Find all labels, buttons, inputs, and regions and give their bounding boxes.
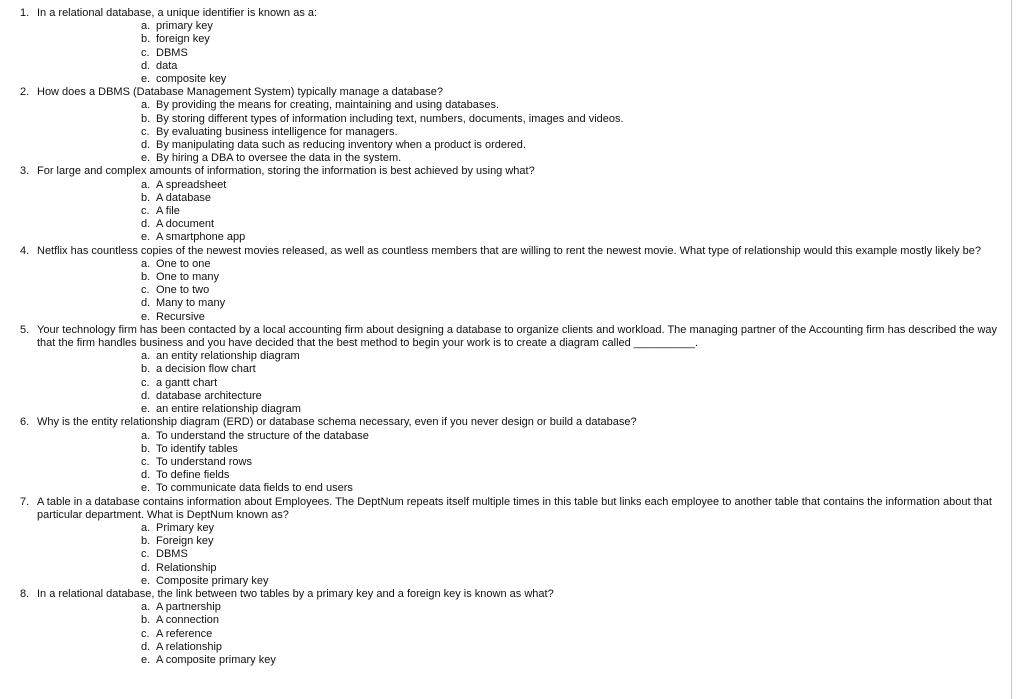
answer-option	[0, 218, 1011, 231]
option-text: Primary key	[156, 521, 215, 534]
answer-options	[0, 99, 1011, 165]
option-letter: e.	[141, 403, 151, 416]
question-text: A table in a database contains information about Employees. The DeptNum repeats itself multiple times in this table but links each employee to another table that contains the information about that particular department. What is DeptNum known as?	[37, 495, 992, 521]
answer-option	[0, 535, 1011, 548]
answer-option	[0, 456, 1011, 469]
answer-option	[0, 231, 1011, 244]
question-row	[0, 324, 1011, 350]
answer-option	[0, 20, 1011, 33]
option-letter: a.	[141, 601, 151, 614]
option-letter: e.	[141, 231, 151, 244]
answer-option	[0, 430, 1011, 443]
option-text: A connection	[156, 614, 219, 627]
question-block	[0, 7, 1011, 86]
option-text: an entity relationship diagram	[156, 350, 300, 363]
answer-options	[0, 258, 1011, 324]
option-text: One to two	[156, 284, 210, 297]
answer-options	[0, 522, 1011, 588]
answer-option	[0, 271, 1011, 284]
option-letter: e.	[141, 653, 151, 666]
answer-option	[0, 139, 1011, 152]
answer-option	[0, 205, 1011, 218]
question-block	[0, 588, 1011, 667]
answer-option	[0, 548, 1011, 561]
answer-option	[0, 628, 1011, 641]
question-row	[0, 86, 1011, 99]
question-block	[0, 324, 1011, 416]
question-number: 4.	[20, 244, 30, 257]
answer-option	[0, 377, 1011, 390]
option-text: A composite primary key	[156, 653, 276, 666]
answer-option	[0, 562, 1011, 575]
option-letter: a.	[141, 20, 151, 33]
answer-option	[0, 126, 1011, 139]
answer-options	[0, 179, 1011, 245]
question-number: 2.	[20, 86, 30, 99]
question-number: 1.	[20, 7, 30, 19]
answer-option	[0, 641, 1011, 654]
option-text: One to many	[156, 271, 219, 284]
question-block	[0, 245, 1011, 324]
option-text: By manipulating data such as reducing inventory when a product is ordered.	[156, 139, 526, 152]
option-text: a decision flow chart	[156, 363, 256, 376]
option-text: A file	[156, 205, 180, 218]
question-text: Why is the entity relationship diagram (ERD) or database schema necessary, even if you never design or build a database?	[37, 416, 637, 429]
question-number: 3.	[20, 165, 30, 178]
option-text: To define fields	[156, 469, 230, 482]
option-letter: d.	[141, 389, 151, 402]
option-letter: b.	[141, 191, 151, 204]
question-block	[0, 416, 1011, 495]
option-text: To identify tables	[156, 442, 238, 455]
question-row	[0, 496, 1011, 522]
option-letter: d.	[141, 469, 151, 482]
option-text: By hiring a DBA to oversee the data in the system.	[156, 152, 402, 165]
answer-options	[0, 350, 1011, 416]
option-letter: a.	[141, 178, 151, 191]
option-text: an entire relationship diagram	[156, 403, 301, 416]
option-text: Foreign key	[156, 535, 214, 548]
option-letter: d.	[141, 59, 151, 72]
option-letter: a.	[141, 521, 151, 534]
question-row	[0, 245, 1011, 258]
option-letter: c.	[141, 548, 150, 561]
option-letter: c.	[141, 46, 150, 59]
question-text: In a relational database, a unique identifier is known as a:	[37, 7, 318, 19]
question-text: Your technology firm has been contacted by a local accounting firm about designing a database to organize clients and workload. The managing partner of the Accounting firm has described the way that the firm handles business and you have decided that the best method to begin your work is to create a diagram called __________.	[37, 323, 998, 350]
option-letter: b.	[141, 535, 151, 548]
answer-option	[0, 390, 1011, 403]
option-letter: d.	[141, 640, 151, 653]
question-text: For large and complex amounts of information, storing the information is best achieved by using what?	[37, 165, 535, 178]
answer-option	[0, 113, 1011, 126]
option-letter: e.	[141, 574, 151, 587]
option-text: a gantt chart	[156, 376, 218, 389]
answer-option	[0, 443, 1011, 456]
answer-option	[0, 350, 1011, 363]
option-letter: e.	[141, 310, 151, 323]
option-letter: b.	[141, 442, 151, 455]
answer-option	[0, 258, 1011, 271]
answer-option	[0, 575, 1011, 588]
answer-option	[0, 73, 1011, 86]
option-letter: a.	[141, 257, 151, 270]
option-letter: c.	[141, 205, 150, 218]
answer-option	[0, 152, 1011, 165]
option-letter: b.	[141, 33, 151, 46]
answer-option	[0, 99, 1011, 112]
option-letter: e.	[141, 482, 151, 495]
option-text: A reference	[156, 627, 213, 640]
question-row	[0, 416, 1011, 429]
option-letter: a.	[141, 99, 151, 112]
question-number: 8.	[20, 587, 30, 600]
option-text: database architecture	[156, 389, 262, 402]
question-block	[0, 496, 1011, 588]
option-letter: e.	[141, 152, 151, 165]
option-letter: b.	[141, 363, 151, 376]
question-text: Netflix has countless copies of the newest movies released, as well as countless members that are willing to rent the newest movie. What type of relationship would this example mostly likely be?	[37, 244, 982, 257]
answer-option	[0, 311, 1011, 324]
option-letter: d.	[141, 218, 151, 231]
option-letter: a.	[141, 429, 151, 442]
option-text: A spreadsheet	[156, 178, 227, 191]
answer-options	[0, 430, 1011, 496]
question-block	[0, 86, 1011, 165]
answer-option	[0, 601, 1011, 614]
option-letter: d.	[141, 561, 151, 574]
question-row	[0, 165, 1011, 178]
answer-option	[0, 614, 1011, 627]
option-text: To communicate data fields to end users	[156, 482, 353, 495]
option-letter: d.	[141, 297, 151, 310]
option-letter: b.	[141, 614, 151, 627]
option-text: primary key	[156, 20, 213, 33]
answer-option	[0, 654, 1011, 667]
option-text: foreign key	[156, 33, 210, 46]
question-text: In a relational database, the link between two tables by a primary key and a foreign key is known as what?	[37, 587, 554, 600]
option-text: DBMS	[156, 46, 188, 59]
question-number: 5.	[20, 323, 30, 336]
answer-option	[0, 469, 1011, 482]
option-letter: c.	[141, 627, 150, 640]
option-letter: b.	[141, 112, 151, 125]
answer-option	[0, 33, 1011, 46]
answer-option	[0, 363, 1011, 376]
answer-option	[0, 60, 1011, 73]
option-text: Recursive	[156, 310, 205, 323]
option-text: composite key	[156, 73, 227, 86]
answer-options	[0, 601, 1011, 667]
answer-options	[0, 20, 1011, 86]
question-number: 7.	[20, 495, 30, 508]
answer-option	[0, 179, 1011, 192]
answer-option	[0, 192, 1011, 205]
option-text: By providing the means for creating, maintaining and using databases.	[156, 99, 500, 112]
option-letter: d.	[141, 139, 151, 152]
question-text: How does a DBMS (Database Management System) typically manage a database?	[37, 86, 443, 99]
option-letter: c.	[141, 284, 150, 297]
option-letter: e.	[141, 73, 151, 86]
answer-option	[0, 403, 1011, 416]
answer-option	[0, 47, 1011, 60]
option-text: One to one	[156, 257, 211, 270]
option-text: Many to many	[156, 297, 226, 310]
option-text: A relationship	[156, 640, 223, 653]
option-letter: c.	[141, 376, 150, 389]
answer-option	[0, 522, 1011, 535]
option-text: A smartphone app	[156, 231, 246, 244]
option-text: A document	[156, 218, 215, 231]
option-text: By evaluating business intelligence for managers.	[156, 125, 398, 138]
option-text: A database	[156, 191, 212, 204]
answer-option	[0, 297, 1011, 310]
question-block	[0, 165, 1011, 244]
option-letter: c.	[141, 125, 150, 138]
answer-option	[0, 482, 1011, 495]
question-row	[0, 7, 1011, 20]
question-number: 6.	[20, 416, 30, 429]
option-letter: c.	[141, 455, 150, 468]
option-text: By storing different types of information including text, numbers, documents, images and videos.	[156, 112, 624, 125]
question-row	[0, 588, 1011, 601]
option-text: A partnership	[156, 601, 221, 614]
option-letter: b.	[141, 271, 151, 284]
option-text: Composite primary key	[156, 574, 269, 587]
answer-option	[0, 284, 1011, 297]
option-text: Relationship	[156, 561, 217, 574]
option-text: DBMS	[156, 548, 188, 561]
option-text: data	[156, 59, 178, 72]
option-letter: a.	[141, 350, 151, 363]
option-text: To understand the structure of the database	[156, 429, 369, 442]
option-text: To understand rows	[156, 455, 252, 468]
